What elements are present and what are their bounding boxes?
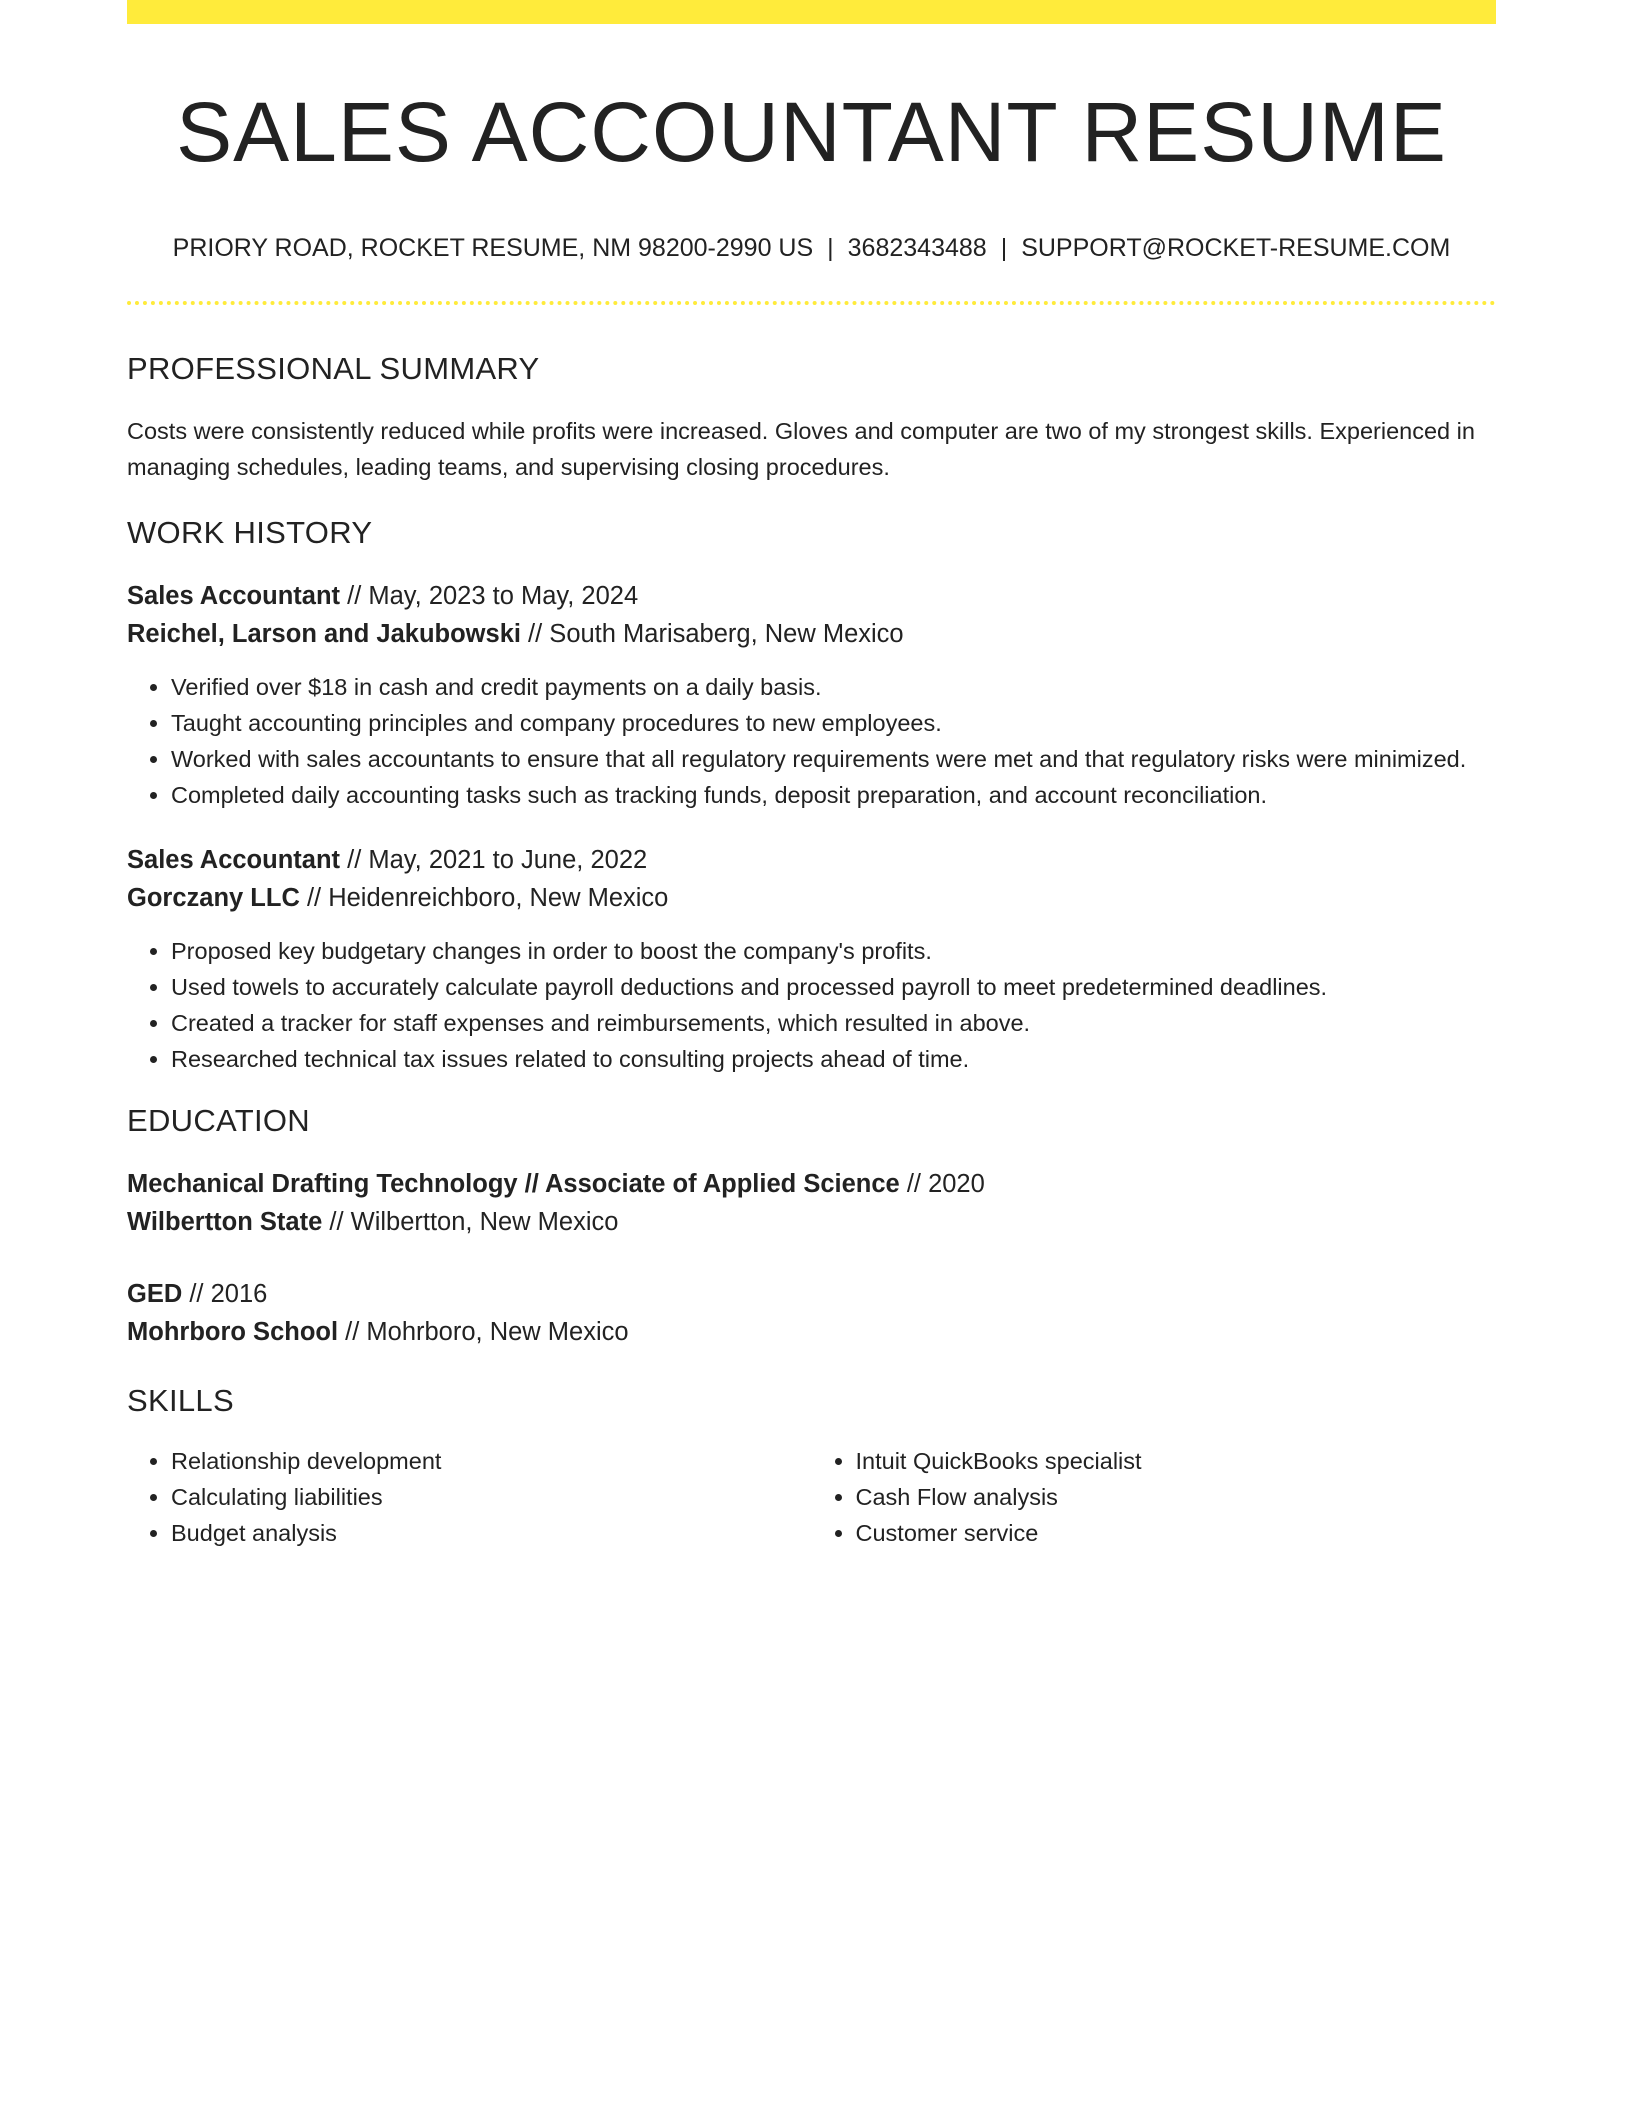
education-degree: Mechanical Drafting Technology // Associate of Applied Science (127, 1170, 900, 1199)
skills-list-left (127, 1443, 812, 1551)
job-title: Sales Accountant (127, 582, 341, 611)
education-entry (127, 1275, 1496, 1351)
list-item: • Proposed key budgetary changes in order to boost the company's profits. (171, 933, 1496, 969)
job-title: Sales Accountant (127, 846, 341, 875)
job-entry (127, 841, 1496, 1077)
summary-text: Costs were consistently reduced while profits were increased. Gloves and computer are two of my strongest skills. Experienced in managing schedules, leading teams, and supervising closing procedures. (127, 418, 1475, 481)
education-school-line (127, 1203, 1496, 1241)
education-heading: EDUCATION (127, 1103, 310, 1139)
list-item: • Worked with sales accountants to ensure that all regulatory requirements were met and that regulatory risks were minimized. (171, 741, 1496, 777)
page-title: SALES ACCOUNTANT RESUME (176, 85, 1447, 179)
contact-separator: | (1000, 234, 1008, 263)
education-school: Mohrboro School (127, 1318, 339, 1347)
list-item: • Intuit QuickBooks specialist (856, 1443, 1497, 1479)
work-history-heading: WORK HISTORY (127, 515, 373, 551)
list-item: • Relationship development (171, 1443, 812, 1479)
education-year: // 2016 (182, 1280, 268, 1309)
list-item: • Researched technical tax issues related to consulting projects ahead of time. (171, 1041, 1496, 1077)
job-bullets (127, 933, 1496, 1077)
list-item: • Verified over $18 in cash and credit payments on a daily basis. (171, 669, 1496, 705)
summary-section (127, 351, 1496, 485)
top-accent-bar (127, 0, 1496, 24)
job-location: // South Marisaberg, New Mexico (520, 620, 904, 649)
education-entry (127, 1165, 1496, 1241)
job-dates: // May, 2023 to May, 2024 (340, 582, 639, 611)
contact-email: SUPPORT@ROCKET-RESUME.COM (1021, 234, 1451, 263)
list-item: • Customer service (856, 1515, 1497, 1551)
contact-address: PRIORY ROAD, ROCKET RESUME, NM 98200-2990 US (172, 234, 814, 263)
summary-heading: PROFESSIONAL SUMMARY (127, 351, 540, 387)
job-company-line (127, 615, 1496, 653)
job-title-line (127, 577, 1496, 615)
job-title-line (127, 841, 1496, 879)
skills-grid (127, 1443, 1496, 1551)
list-item: • Calculating liabilities (171, 1479, 812, 1515)
education-location: // Mohrboro, New Mexico (338, 1318, 629, 1347)
list-item: • Taught accounting principles and company procedures to new employees. (171, 705, 1496, 741)
education-school: Wilbertton State (127, 1208, 323, 1237)
skills-list-right (812, 1443, 1497, 1551)
job-entry (127, 577, 1496, 813)
education-degree-line (127, 1275, 1496, 1313)
list-item: • Cash Flow analysis (856, 1479, 1497, 1515)
list-item: • Used towels to accurately calculate payroll deductions and processed payroll to meet predetermined deadlines. (171, 969, 1496, 1005)
contact-separator: | (827, 234, 834, 263)
work-history-section (127, 515, 1496, 1077)
skills-heading: SKILLS (127, 1383, 234, 1419)
job-location: // Heidenreichboro, New Mexico (299, 884, 669, 913)
skills-section (127, 1383, 1496, 1551)
education-section (127, 1103, 1496, 1351)
resume-page (127, 0, 1496, 1551)
job-company-line (127, 879, 1496, 917)
education-year: // 2020 (899, 1170, 985, 1199)
job-company: Gorczany LLC (127, 884, 300, 913)
education-degree: GED (127, 1280, 183, 1309)
education-degree-line (127, 1165, 1496, 1203)
list-item: • Created a tracker for staff expenses and reimbursements, which resulted in above. (171, 1005, 1496, 1041)
list-item: • Budget analysis (171, 1515, 812, 1551)
job-company: Reichel, Larson and Jakubowski (127, 620, 521, 649)
education-location: // Wilbertton, New Mexico (322, 1208, 619, 1237)
dotted-divider (127, 301, 1496, 305)
contact-phone: 3682343488 (847, 234, 987, 263)
education-school-line (127, 1313, 1496, 1351)
job-dates: // May, 2021 to June, 2022 (340, 846, 648, 875)
job-bullets (127, 669, 1496, 813)
list-item: • Completed daily accounting tasks such as tracking funds, deposit preparation, and account reconciliation. (171, 777, 1496, 813)
contact-line (127, 234, 1496, 263)
